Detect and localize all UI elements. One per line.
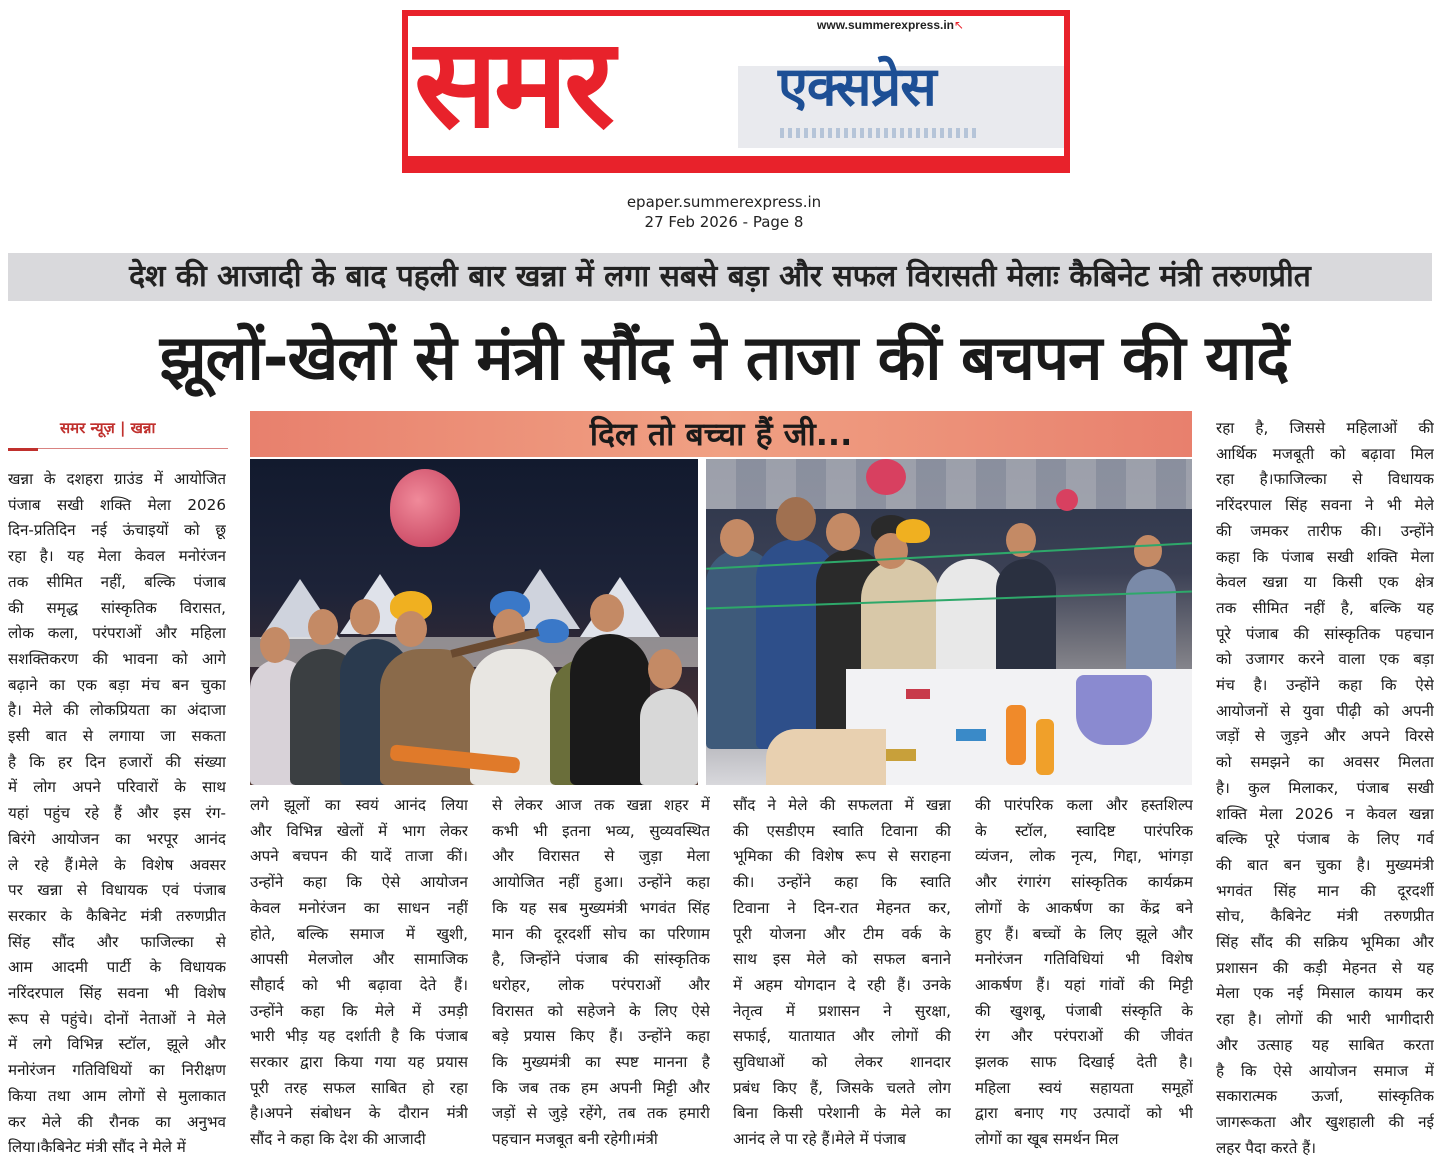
article-text-line: है कि हर दिन हजारों की संख्या [8, 752, 226, 771]
article-text-line: पूरे पंजाब की सांस्कृतिक पहचान [1216, 624, 1434, 643]
article-text-line: की। उन्होंने कहा कि स्वाति [733, 873, 951, 892]
article-text-line: को उजागर करने वाला एक बड़ा [1216, 650, 1434, 669]
article-text-line: कभी भी इतना भव्य, सुव्यवस्थित [492, 821, 710, 840]
masthead-title-red: समर [414, 12, 611, 156]
article-text-line: ले रहे हैं।मेले के विशेष अवसर [8, 855, 226, 874]
byline: समर न्यूज़ | खन्ना [60, 419, 156, 437]
article-text-line: की जमकर तारीफ की। उन्होंने [1216, 521, 1434, 540]
photo-ring-toss-stall [706, 459, 1192, 785]
article-text-line: बिना किसी परेशानी के मेले का [733, 1104, 951, 1123]
article-text-line: पर खन्ना से विधायक एवं पंजाब [8, 881, 226, 900]
article-text-line: बढ़ाने का एक बड़ा मंच बन चुका [8, 675, 226, 694]
article-text-line: कि मुख्यमंत्री का स्पष्ट मानना है [492, 1053, 710, 1072]
article-text-line: इसी बात से लगाया जा सकता [8, 727, 226, 746]
article-text-line: नरिंदरपाल सिंह सवना भी विशेष [8, 984, 226, 1003]
article-text-line: प्रशासन की कड़ी मेहनत से यह [1216, 958, 1434, 977]
article-text-line: पंजाब सखी शक्ति मेला 2026 [8, 495, 226, 514]
masthead-title-blue: एक्सप्रेस [778, 55, 936, 118]
article-text-line: रंग और परंपराओं की जीवंत [975, 1027, 1193, 1046]
article-text-line: लोक कला, परंपराओं और महिला [8, 624, 226, 643]
edition-date-page: 27 Feb 2026 - Page 8 [644, 213, 804, 231]
article-text-line: यहां पहुंच रहे हैं और इस रंग- [8, 804, 226, 823]
article-text-line: से लेकर आज तक खन्ना शहर में [492, 796, 710, 814]
article-text-line: है, जिन्होंने पंजाब की सांस्कृतिक [492, 950, 710, 969]
byline-mark [8, 448, 38, 451]
article-text-line: खन्ना के दशहरा ग्राउंड में आयोजित [8, 470, 226, 488]
article-text-line: केवल खन्ना या किसी एक क्षेत्र [1216, 573, 1434, 592]
article-text-line: रहा है। लोगों की भारी भागीदारी [1216, 1010, 1434, 1029]
article-text-line: की समृद्ध सांस्कृतिक विरासत, [8, 598, 226, 617]
article-text-line: लिया।कैबिनेट मंत्री सौंद ने मेले में [8, 1138, 186, 1157]
article-text-line: की खुशबू, पंजाबी संस्कृति के [975, 1001, 1193, 1020]
edition-site[interactable]: epaper.summerexpress.in [626, 193, 822, 211]
article-text-line: तक सीमित नहीं, बल्कि पंजाब [8, 572, 226, 591]
article-text-line: की एसडीएम स्वाति टिवाना की [733, 821, 951, 840]
article-text-line: को समझने का अवसर मिलता [1216, 753, 1434, 772]
article-text-line: कि जब तक हम अपनी मिट्टी और [492, 1078, 710, 1097]
article-text-line: मंच है। उन्होंने कहा कि ऐसे [1216, 676, 1434, 695]
article-text-line: आपसी मेलजोल और सामाजिक [250, 950, 468, 969]
masthead-url[interactable]: www.summerexpress.in [817, 18, 954, 32]
article-text-line: सरकार द्वारा किया गया यह प्रयास [250, 1053, 468, 1072]
article-text-line: नरिंदरपाल सिंह सवना ने भी मेले [1216, 496, 1434, 515]
article-text-line: मनोरंजन गतिविधियां भी विशेष [975, 950, 1193, 969]
article-text-line: के स्टॉल, स्वादिष्ट पारंपरिक [975, 821, 1193, 840]
article-text-line: जड़ों से जुड़ने और अपने विरसे [1216, 727, 1434, 746]
article-text-line: हुए हैं। बच्चों के लिए झूले और [975, 924, 1193, 943]
article-text-line: साथ इस मेले को सफल बनाने [733, 950, 951, 969]
article-text-line: बल्कि पूरे पंजाब के लिए गर्व [1216, 830, 1434, 849]
article-text-line: रहा है, जिससे महिलाओं की [1216, 419, 1434, 437]
article-text-line: रहा है। यह मेला केवल मनोरंजन [8, 547, 226, 566]
article-text-line: उन्होंने कहा कि ऐसे आयोजन [250, 873, 468, 892]
article-text-line: पूरी तरह सफल साबित हो रहा [250, 1078, 468, 1097]
article-text-line: आर्थिक मजबूती को बढ़ावा मिल [1216, 444, 1434, 463]
article-text-line: सौंद ने कहा कि देश की आजादी [250, 1130, 426, 1149]
article-text-line: मनोरंजन गतिविधियों का निरीक्षण [8, 1061, 226, 1080]
article-text-line: प्रबंध किए हैं, जिसके चलते लोग [733, 1078, 951, 1097]
article-column-6 [1216, 416, 1434, 1161]
article-text-line: सरकार के कैबिनेट मंत्री तरुणप्रीत [8, 906, 226, 925]
article-text-line: भूमिका की विशेष रूप से सराहना [733, 847, 951, 866]
article-text-line: दिन-प्रतिदिन नई ऊंचाइयों को छू [8, 521, 226, 540]
article-text-line: द्वारा बनाए गए उत्पादों को भी [975, 1104, 1193, 1123]
article-text-line: झलक साफ दिखाई देती है। [975, 1053, 1193, 1072]
article-text-line: विरासत को सहेजने के लिए ऐसे [492, 1001, 710, 1020]
article-text-line: व्यंजन, लोक नृत्य, गिद्दा, भांगड़ा [975, 847, 1193, 866]
article-text-line: सुविधाओं को लेकर शानदार [733, 1053, 951, 1072]
article-text-line: होते, बल्कि समाज में खुशी, [250, 924, 468, 943]
article-column-1 [8, 467, 226, 1161]
article-text-line: और रंगारंग सांस्कृतिक कार्यक्रम [975, 873, 1193, 892]
article-text-line: टिवाना ने दिन-रात मेहनत कर, [733, 898, 951, 917]
article-text-line: बड़े प्रयास किए हैं। उन्होंने कहा [492, 1027, 710, 1046]
article-text-line: है।अपने संबोधन के दौरान मंत्री [250, 1104, 468, 1123]
article-text-line: रहा है।फाजिल्का से विधायक [1216, 470, 1434, 489]
article-text-line: सफाई, यातायात और लोगों की [733, 1027, 951, 1046]
article-column-3 [492, 793, 710, 1153]
article-text-line: लोगों के आकर्षण का केंद्र बने [975, 898, 1193, 917]
article-text-line: अपने बचपन की यादें ताजा कीं। [250, 847, 468, 866]
article-text-line: रूप से पहुंचे। दोनों नेताओं ने मेले [8, 1009, 226, 1028]
byline-rule [8, 448, 228, 449]
article-text-line: है। मेले की लोकप्रियता का अंदाजा [8, 701, 226, 720]
article-headline: झूलों-खेलों से मंत्री सौंद ने ताजा कीं बचपन की यादें [159, 321, 1289, 394]
article-text-line: लोगों का खूब समर्थन मिल [975, 1130, 1119, 1149]
article-text-line: की बात बन चुका है। मुख्यमंत्री [1216, 855, 1434, 874]
article-text-line: मेला एक नई मिसाल कायम कर [1216, 984, 1434, 1003]
article-text-line: आनंद ले पा रहे हैं।मेले में पंजाब [733, 1130, 906, 1149]
article-text-line: जड़ों से जुड़े रहेंगे, तब तक हमारी [492, 1104, 710, 1123]
article-column-2 [250, 793, 468, 1153]
article-text-line: जागरूकता और खुशहाली की नई [1216, 1112, 1434, 1131]
article-text-line: लगे झूलों का स्वयं आनंद लिया [250, 796, 468, 814]
article-text-line: की पारंपरिक कला और हस्तशिल्प [975, 796, 1193, 814]
article-text-line: और उत्साह यह साबित करता [1216, 1035, 1434, 1054]
article-text-line: महिला स्वयं सहायता समूहों [975, 1078, 1193, 1097]
article-kicker: देश की आजादी के बाद पहली बार खन्ना में लगा सबसे बड़ा और सफल विरासती मेलाः कैबिनेट मंत्री तरुणप्रीत [8, 253, 1432, 301]
article-text-line: लहर पैदा करते हैं। [1216, 1138, 1317, 1157]
article-text-line: सकारात्मक ऊर्जा, सांस्कृतिक [1216, 1087, 1434, 1106]
article-text-line: कर मेले की रौनक का अनुभव [8, 1112, 226, 1131]
edition-info [0, 192, 1448, 232]
article-text-line: आयोजनों से युवा पीढ़ी को अपनी [1216, 701, 1434, 720]
photo-caption-banner: दिल तो बच्चा हैं जी... [250, 411, 1192, 457]
masthead-logo [402, 10, 1070, 173]
article-text-line: आम आदमी पार्टी के विधायक [8, 958, 226, 977]
article-text-line: मान की दूरदर्शी सोच का परिणाम [492, 924, 710, 943]
article-text-line: कहा कि पंजाब सखी शक्ति मेला [1216, 547, 1434, 566]
article-text-line: और विरासत से जुड़ा मेला [492, 847, 710, 866]
article-text-line: और विभिन्न खेलों में भाग लेकर [250, 821, 468, 840]
article-text-line: सशक्तिकरण की भावना को आगे [8, 649, 226, 668]
article-text-line: पूरी योजना और टीम वर्क के [733, 924, 951, 943]
article-text-line: सौहार्द को भी बढ़ावा देते हैं। [250, 975, 468, 994]
cursor-icon: ↖ [953, 18, 964, 32]
article-text-line: सिंह सौंद और फाजिल्का से [8, 932, 226, 951]
article-text-line: आयोजित नहीं हुआ। उन्होंने कहा [492, 873, 710, 892]
article-text-line: पहचान मजबूत बनी रहेगी।मंत्री [492, 1130, 658, 1149]
article-text-line: है कि ऐसे आयोजन समाज में [1216, 1061, 1434, 1080]
article-text-line: धरोहर, लोक परंपराओं और [492, 975, 710, 994]
article-text-line: सोच, कैबिनेट मंत्री तरुणप्रीत [1216, 907, 1434, 926]
article-text-line: भारी भीड़ यह दर्शाती है कि पंजाब [250, 1027, 468, 1046]
article-text-line: सौंद ने मेले की सफलता में खन्ना [733, 796, 951, 814]
photo-minister-shooting-game [250, 459, 698, 785]
article-text-line: में अहम योगदान दे रही हैं। उनके [733, 975, 951, 994]
article-text-line: में लगे विभिन्न स्टॉल, झूले और [8, 1035, 226, 1054]
article-text-line: है। कुल मिलाकर, पंजाब सखी [1216, 778, 1434, 797]
article-text-line: उन्होंने कहा कि मेले में उमड़ी [250, 1001, 468, 1020]
article-text-line: केवल मनोरंजन का साधन नहीं [250, 898, 468, 917]
article-text-line: भगवंत सिंह मान की दूरदर्शी [1216, 881, 1434, 900]
article-text-line: नेतृत्व में प्रशासन ने सुरक्षा, [733, 1001, 951, 1020]
article-column-4 [733, 793, 951, 1153]
article-text-line: बिरंगे आयोजन का भरपूर आनंद [8, 829, 226, 848]
article-column-5 [975, 793, 1193, 1153]
article-text-line: आकर्षण हैं। यहां गांवों की मिट्टी [975, 975, 1193, 994]
article-text-line: कि यह सब मुख्यमंत्री भगवंत सिंह [492, 898, 710, 917]
article-text-line: किया तथा आम लोगों से मुलाकात [8, 1086, 226, 1105]
article-text-line: सिंह सौंद की सक्रिय भूमिका और [1216, 933, 1434, 952]
article-text-line: तक सीमित नहीं है, बल्कि यह [1216, 598, 1434, 617]
article-text-line: में लोग अपने परिवारों के साथ [8, 778, 226, 797]
article-text-line: शक्ति मेला 2026 न केवल खन्ना [1216, 804, 1434, 823]
